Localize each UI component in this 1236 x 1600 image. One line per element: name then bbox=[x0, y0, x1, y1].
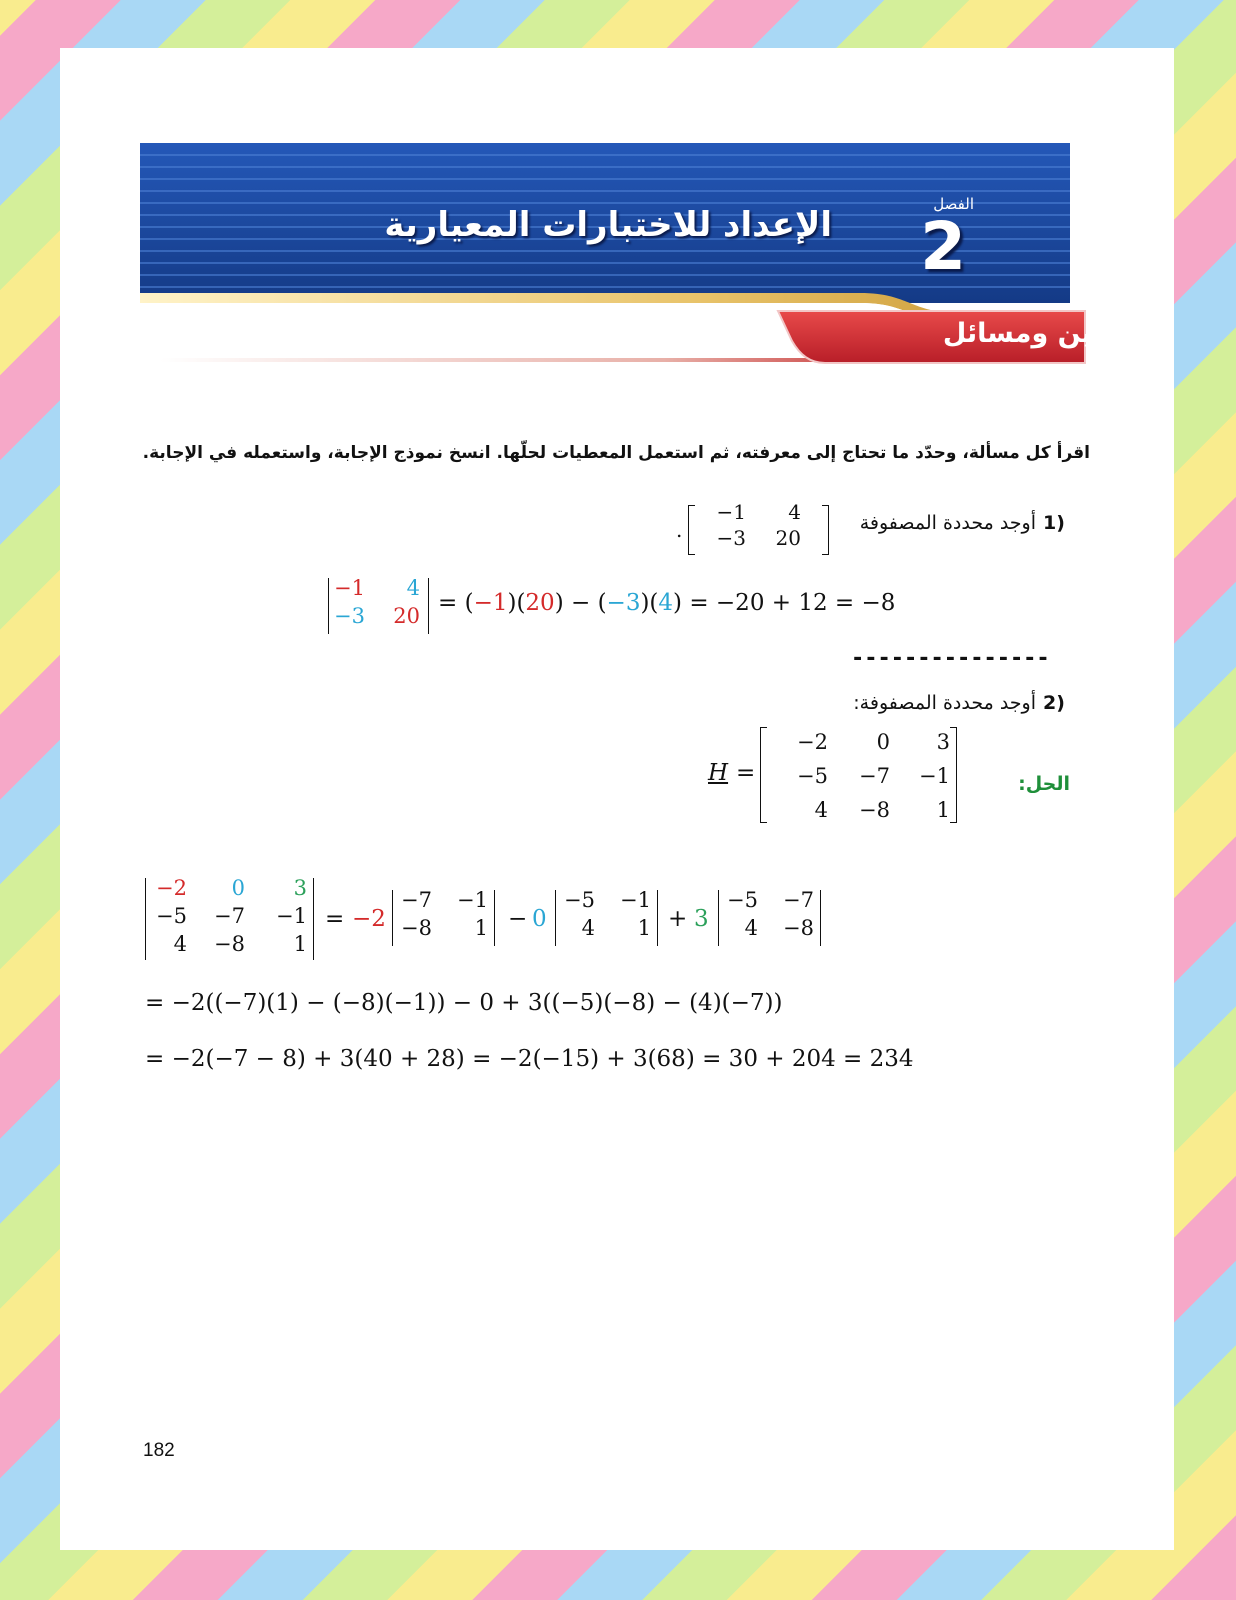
det-cell: −8 bbox=[783, 916, 814, 940]
matrix-cell: 20 bbox=[775, 526, 801, 550]
det-bar-left bbox=[718, 890, 719, 946]
bracket-left bbox=[688, 505, 695, 555]
question-2-text: أوجد محددة المصفوفة: bbox=[853, 692, 1036, 714]
page-number: 182 bbox=[143, 1440, 175, 1461]
det-grid bbox=[557, 886, 655, 942]
question-1-end-mark: . bbox=[676, 518, 683, 542]
minor-2 bbox=[555, 890, 659, 946]
expr-part: −1 bbox=[473, 590, 508, 616]
det-cell: −5 bbox=[727, 888, 758, 912]
solution-coef-1: −2 bbox=[352, 906, 386, 932]
solution-plus: + bbox=[668, 906, 688, 932]
det-bar-right bbox=[494, 890, 495, 946]
bracket-left bbox=[760, 727, 767, 823]
det-grid bbox=[720, 886, 818, 942]
det-grid bbox=[330, 574, 424, 630]
separator: --------------- bbox=[851, 646, 1050, 671]
question-1-number: 1) bbox=[1043, 512, 1065, 534]
det-cell: −8 bbox=[214, 932, 245, 956]
question-2-number: 2) bbox=[1043, 692, 1065, 714]
q1-determinant bbox=[328, 578, 428, 634]
question-1-text: أوجد محددة المصفوفة bbox=[859, 512, 1036, 534]
matrix-cell: −8 bbox=[859, 798, 890, 822]
solution-determinant bbox=[145, 878, 315, 960]
matrix-cell: −2 bbox=[797, 730, 828, 754]
det-cell: 4 bbox=[406, 576, 420, 600]
det-bar-left bbox=[328, 578, 329, 634]
chapter-label: الفصل bbox=[933, 195, 974, 213]
chapter-number: 2 bbox=[920, 208, 966, 285]
question-2-matrix bbox=[760, 727, 964, 823]
expr-part: ) − ( bbox=[554, 590, 607, 616]
det-cell: −7 bbox=[214, 904, 245, 928]
matrix-cell: −7 bbox=[859, 764, 890, 788]
det-cell: 4 bbox=[173, 932, 187, 956]
expr-part: )( bbox=[640, 590, 659, 616]
chapter-title: الإعداد للاختبارات المعيارية bbox=[384, 205, 832, 245]
solution-coef-2: 0 bbox=[532, 906, 547, 932]
det-cell: −7 bbox=[401, 888, 432, 912]
det-cell: −1 bbox=[334, 576, 365, 600]
det-cell: −5 bbox=[564, 888, 595, 912]
expr-part: 4 bbox=[658, 590, 674, 616]
det-cell: −3 bbox=[334, 604, 365, 628]
solution-coef-3: 3 bbox=[694, 906, 709, 932]
solution-label: الحل: bbox=[1018, 773, 1070, 795]
matrix-eq: = bbox=[736, 760, 756, 786]
instructions: اقرأ كل مسألة، وحدّد ما تحتاج إلى معرفته، ثم استعمل المعطيات لحلّها. انسخ نموذج الإجابة، واستعمله في الإجابة. bbox=[142, 443, 1090, 463]
solution-line-2: = −2((−7)(1) − (−8)(−1)) − 0 + 3((−5)(−8) − (4)(−7)) bbox=[145, 990, 783, 1016]
solution-line-3: = −2(−7 − 8) + 3(40 + 28) = −2(−15) + 3(68) = 30 + 204 = 234 bbox=[145, 1046, 914, 1072]
matrix-cell: −1 bbox=[919, 764, 950, 788]
det-cell: 4 bbox=[581, 916, 595, 940]
matrix-cell: −5 bbox=[797, 764, 828, 788]
det-bar-left bbox=[392, 890, 393, 946]
det-cell: −1 bbox=[620, 888, 651, 912]
det-cell: −7 bbox=[783, 888, 814, 912]
minor-3 bbox=[718, 890, 822, 946]
det-cell: 0 bbox=[231, 876, 245, 900]
solution-eq: = bbox=[325, 906, 345, 932]
section-title: تمارين ومسائل bbox=[942, 318, 1146, 349]
det-cell: 4 bbox=[744, 916, 758, 940]
det-bar-left bbox=[555, 890, 556, 946]
matrix-cell: 4 bbox=[814, 798, 828, 822]
solution-minus: − bbox=[508, 906, 528, 932]
matrix-cell: 0 bbox=[876, 730, 890, 754]
det-cell: −8 bbox=[401, 916, 432, 940]
det-bar-right bbox=[313, 878, 314, 960]
matrix-grid bbox=[700, 499, 805, 551]
matrix-cell: 4 bbox=[788, 500, 801, 524]
det-bar-right bbox=[657, 890, 658, 946]
det-cell: 1 bbox=[293, 932, 307, 956]
det-cell: 1 bbox=[637, 916, 651, 940]
question-1-matrix bbox=[688, 500, 838, 555]
det-cell: −1 bbox=[276, 904, 307, 928]
det-bar-left bbox=[145, 878, 146, 960]
matrix-cell: 1 bbox=[936, 798, 950, 822]
det-bar-right bbox=[428, 578, 429, 634]
matrix-cell: 3 bbox=[936, 730, 950, 754]
matrix-label-h: H bbox=[708, 760, 729, 786]
expr-part: −3 bbox=[606, 590, 641, 616]
det-cell: −5 bbox=[156, 904, 187, 928]
bracket-right bbox=[950, 727, 957, 823]
det-grid bbox=[394, 886, 492, 942]
bracket-right bbox=[822, 505, 829, 555]
det-grid bbox=[147, 874, 311, 958]
q1-expression bbox=[438, 590, 895, 616]
expr-part: ) = −20 + 12 = −8 bbox=[673, 590, 896, 616]
expr-part: 20 bbox=[525, 590, 555, 616]
expr-part: )( bbox=[507, 590, 526, 616]
det-cell: −2 bbox=[156, 876, 187, 900]
matrix-cell: −3 bbox=[716, 526, 746, 550]
det-cell: −1 bbox=[457, 888, 488, 912]
det-cell: 1 bbox=[474, 916, 488, 940]
minor-1 bbox=[392, 890, 496, 946]
expr-part: = ( bbox=[438, 590, 474, 616]
matrix-cell: −1 bbox=[716, 500, 746, 524]
matrix-grid bbox=[770, 725, 954, 827]
det-cell: 3 bbox=[293, 876, 307, 900]
det-cell: 20 bbox=[393, 604, 420, 628]
det-bar-right bbox=[820, 890, 821, 946]
